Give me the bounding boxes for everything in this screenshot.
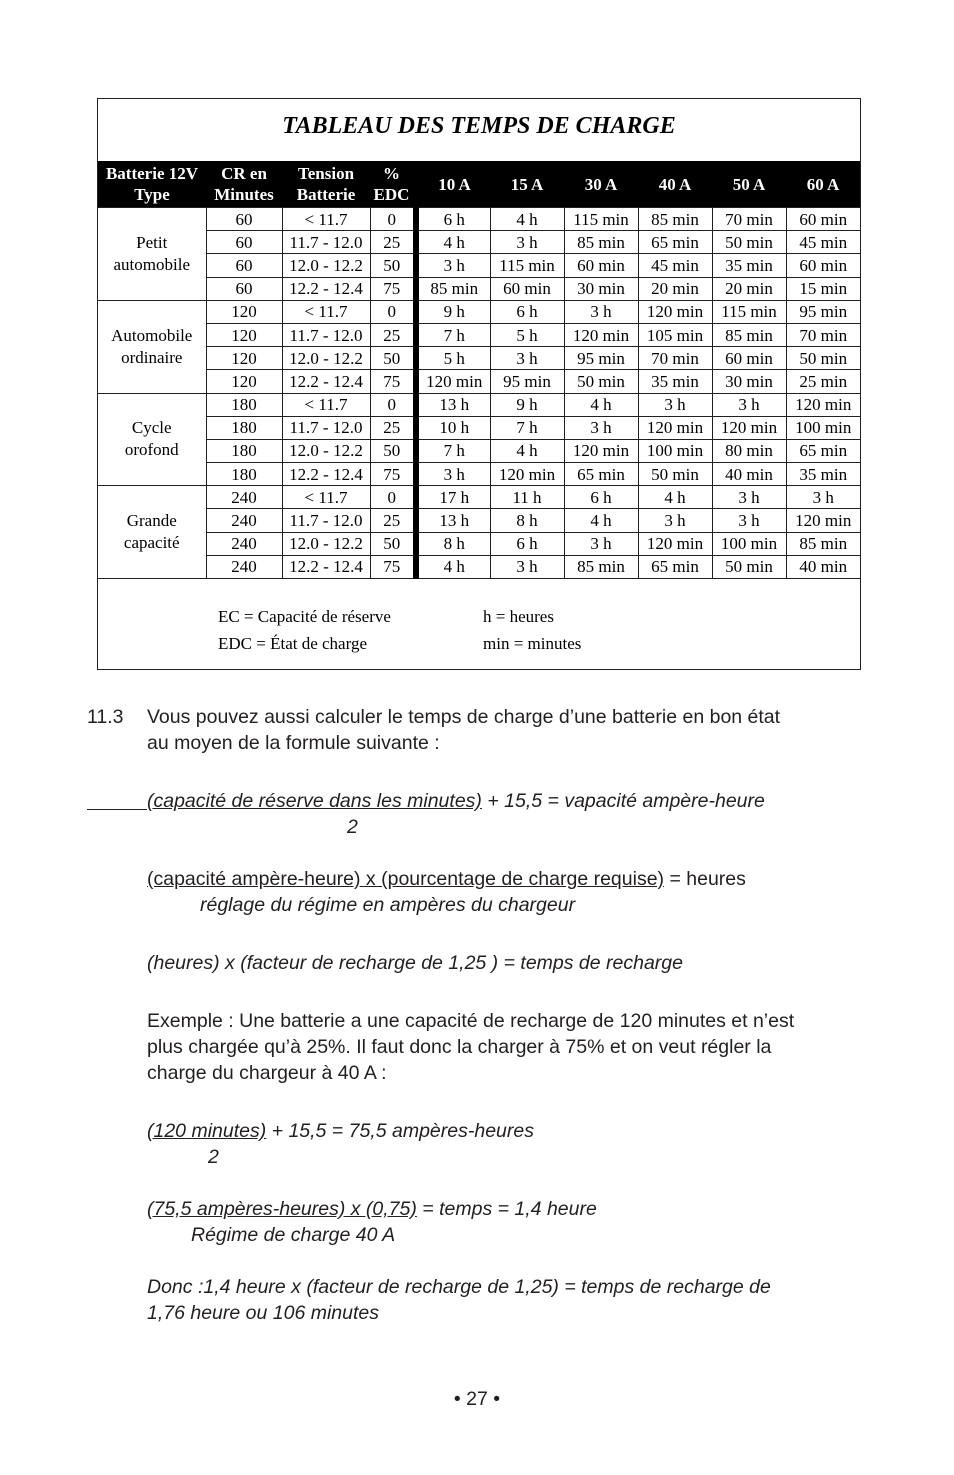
table-row (98, 347, 860, 370)
charge-time-cell: 95 min (786, 300, 860, 323)
charge-time-cell: 10 h (416, 416, 490, 439)
spec-cell: 240 (206, 509, 282, 532)
spec-cell: 50 (370, 532, 416, 555)
legend-ec: EC = Capacité de réserve (218, 607, 391, 626)
spec-cell: 240 (206, 532, 282, 555)
header-edc: % EDC (370, 161, 416, 208)
table-row (98, 509, 860, 532)
spec-cell: 25 (370, 323, 416, 346)
charge-time-cell: 4 h (490, 439, 564, 462)
battery-type-cell (98, 300, 206, 393)
charge-time-cell: 40 min (712, 463, 786, 486)
formula-1-denominator: 2 (347, 816, 358, 838)
table-row (98, 439, 860, 462)
formula-2 (147, 868, 746, 891)
example-formula-2-denominator: Régime de charge 40 A (191, 1224, 396, 1246)
charge-time-cell: 3 h (564, 416, 638, 439)
spec-cell: 240 (206, 555, 282, 578)
spec-cell: 50 (370, 254, 416, 277)
charge-time-cell: 8 h (416, 532, 490, 555)
legend-edc: EDC = État de charge (218, 634, 367, 653)
header-current: 15 A (490, 161, 564, 208)
formula-1-numerator: (capacité de réserve dans les minutes) (147, 790, 482, 812)
spec-cell: 120 (206, 300, 282, 323)
charge-time-cell: 9 h (490, 393, 564, 416)
charge-time-cell: 3 h (712, 486, 786, 509)
charge-time-cell: 3 h (564, 300, 638, 323)
charge-time-cell: 120 min (564, 439, 638, 462)
charge-time-cell: 20 min (712, 277, 786, 300)
spec-cell: 60 (206, 231, 282, 254)
charge-time-cell: 120 min (786, 509, 860, 532)
charge-time-cell: 17 h (416, 486, 490, 509)
spec-cell: 12.0 - 12.2 (282, 347, 370, 370)
charge-time-cell: 25 min (786, 370, 860, 393)
spec-cell: 180 (206, 463, 282, 486)
charge-time-cell: 65 min (638, 231, 712, 254)
charge-time-cell: 6 h (490, 532, 564, 555)
charge-time-cell: 3 h (490, 555, 564, 578)
header-current: 50 A (712, 161, 786, 208)
table-title: TABLEAU DES TEMPS DE CHARGE (282, 113, 676, 139)
example-formula-1-denominator: 2 (208, 1146, 219, 1168)
battery-type-line: orofond (124, 440, 179, 460)
example-formula-2-rest: = temps = 1,4 heure (416, 1198, 597, 1220)
spec-cell: 60 (206, 208, 282, 231)
spec-cell: < 11.7 (282, 300, 370, 323)
battery-type-line: Cycle (131, 418, 172, 438)
battery-type-cell (98, 486, 206, 579)
header-current: 10 A (416, 161, 490, 208)
formula-3: (heures) x (facteur de recharge de 1,25 ) = temps de recharge (147, 952, 683, 974)
section-number: 11.3 (87, 706, 124, 728)
spec-cell: 12.2 - 12.4 (282, 463, 370, 486)
table-row (98, 393, 860, 416)
charge-time-cell: 65 min (786, 439, 860, 462)
charge-time-cell: 85 min (564, 555, 638, 578)
battery-type-line: ordinaire (121, 347, 183, 367)
spec-cell: 12.0 - 12.2 (282, 532, 370, 555)
battery-type-line: Grande (126, 511, 177, 531)
table-row (98, 231, 860, 254)
formula-1-rest: + 15,5 = vapacité ampère-heure (481, 790, 765, 812)
battery-type-cell (98, 393, 206, 486)
charge-time-cell: 4 h (416, 231, 490, 254)
charge-time-cell: 3 h (564, 532, 638, 555)
table-row (98, 300, 860, 323)
intro-line-1: Vous pouvez aussi calculer le temps de charge d’une batterie en bon état (147, 706, 781, 728)
charge-time-cell: 3 h (712, 509, 786, 532)
charge-time-cell: 3 h (416, 463, 490, 486)
charge-time-cell: 70 min (786, 323, 860, 346)
charge-time-cell: 120 min (416, 370, 490, 393)
charge-time-table-box (97, 98, 861, 670)
charge-time-cell: 80 min (712, 439, 786, 462)
charge-time-cell: 4 h (416, 555, 490, 578)
charge-time-cell: 105 min (638, 323, 712, 346)
page-number: • 27 • (453, 1388, 501, 1410)
header-current: 60 A (786, 161, 860, 208)
spec-cell: 12.0 - 12.2 (282, 254, 370, 277)
charge-time-cell: 100 min (712, 532, 786, 555)
spec-cell: 11.7 - 12.0 (282, 231, 370, 254)
charge-time-cell: 4 h (638, 486, 712, 509)
charge-time-cell: 3 h (490, 231, 564, 254)
charge-time-table (98, 161, 860, 579)
spec-cell: 0 (370, 486, 416, 509)
charge-time-cell: 60 min (712, 347, 786, 370)
charge-time-cell: 60 min (786, 208, 860, 231)
charge-time-cell: 20 min (638, 277, 712, 300)
spec-cell: 120 (206, 347, 282, 370)
conclusion-line-2: 1,76 heure ou 106 minutes (147, 1302, 380, 1324)
table-header-row (98, 161, 860, 208)
table-row (98, 486, 860, 509)
spec-cell: 60 (206, 254, 282, 277)
battery-type-cell (98, 208, 206, 301)
intro-line-2: au moyen de la formule suivante : (147, 732, 440, 754)
charge-time-cell: 120 min (638, 300, 712, 323)
charge-time-cell: 100 min (786, 416, 860, 439)
spec-cell: 120 (206, 370, 282, 393)
charge-time-cell: 40 min (786, 555, 860, 578)
charge-time-cell: 13 h (416, 393, 490, 416)
example-line-1: Exemple : Une batterie a une capacité de recharge de 120 minutes et n’est (147, 1010, 795, 1032)
charge-time-cell: 60 min (564, 254, 638, 277)
spec-cell: 12.2 - 12.4 (282, 555, 370, 578)
charge-time-cell: 3 h (712, 393, 786, 416)
spec-cell: < 11.7 (282, 208, 370, 231)
table-row (98, 254, 860, 277)
example-formula-2 (147, 1198, 597, 1221)
charge-time-cell: 9 h (416, 300, 490, 323)
charge-time-cell: 6 h (490, 300, 564, 323)
header-tension: Tension Batterie (282, 161, 370, 208)
battery-type-line: capacité (123, 533, 180, 553)
battery-type-line: Automobile (111, 325, 193, 345)
legend-min: min = minutes (483, 634, 582, 653)
spec-cell: 75 (370, 555, 416, 578)
charge-time-cell: 11 h (490, 486, 564, 509)
table-row (98, 208, 860, 231)
charge-time-cell: 4 h (564, 393, 638, 416)
table-row (98, 555, 860, 578)
spec-cell: 11.7 - 12.0 (282, 323, 370, 346)
spec-cell: 25 (370, 416, 416, 439)
charge-time-cell: 15 min (786, 277, 860, 300)
charge-time-cell: 115 min (564, 208, 638, 231)
spec-cell: 180 (206, 416, 282, 439)
charge-time-cell: 70 min (638, 347, 712, 370)
charge-time-cell: 120 min (712, 416, 786, 439)
charge-time-cell: 120 min (786, 393, 860, 416)
spec-cell: 120 (206, 323, 282, 346)
spec-cell: 12.0 - 12.2 (282, 439, 370, 462)
charge-time-cell: 85 min (638, 208, 712, 231)
formula-1 (147, 790, 765, 813)
charge-time-cell: 8 h (490, 509, 564, 532)
charge-time-cell: 85 min (564, 231, 638, 254)
charge-time-cell: 100 min (638, 439, 712, 462)
example-formula-1 (147, 1120, 534, 1143)
charge-time-cell: 4 h (564, 509, 638, 532)
charge-time-cell: 120 min (490, 463, 564, 486)
charge-time-cell: 3 h (638, 393, 712, 416)
charge-time-cell: 5 h (416, 347, 490, 370)
table-row (98, 370, 860, 393)
underline-lead (87, 809, 147, 810)
charge-time-cell: 95 min (490, 370, 564, 393)
charge-time-cell: 65 min (564, 463, 638, 486)
spec-cell: < 11.7 (282, 486, 370, 509)
charge-time-cell: 45 min (638, 254, 712, 277)
charge-time-cell: 50 min (564, 370, 638, 393)
example-formula-1-rest: + 15,5 = 75,5 ampères-heures (266, 1120, 534, 1142)
charge-time-cell: 35 min (786, 463, 860, 486)
formula-2-rest: = heures (664, 868, 746, 890)
battery-type-line: Petit (136, 232, 168, 252)
charge-time-cell: 35 min (638, 370, 712, 393)
spec-cell: < 11.7 (282, 393, 370, 416)
charge-time-cell: 7 h (490, 416, 564, 439)
charge-time-cell: 3 h (490, 347, 564, 370)
charge-time-cell: 85 min (416, 277, 490, 300)
charge-time-cell: 120 min (638, 416, 712, 439)
charge-time-cell: 6 h (416, 208, 490, 231)
charge-time-cell: 45 min (786, 231, 860, 254)
charge-time-cell: 4 h (490, 208, 564, 231)
formula-2-denominator: réglage du régime en ampères du chargeur (200, 894, 576, 916)
charge-time-cell: 35 min (712, 254, 786, 277)
charge-time-cell: 5 h (490, 323, 564, 346)
example-formula-2-numerator: (75,5 ampères-heures) x (0,75) (147, 1198, 417, 1220)
spec-cell: 11.7 - 12.0 (282, 509, 370, 532)
spec-cell: 12.2 - 12.4 (282, 370, 370, 393)
spec-cell: 50 (370, 439, 416, 462)
conclusion-line-1: Donc :1,4 heure x (facteur de recharge de 1,25) = temps de recharge de (147, 1276, 771, 1298)
charge-time-cell: 115 min (712, 300, 786, 323)
charge-time-cell: 13 h (416, 509, 490, 532)
spec-cell: 180 (206, 439, 282, 462)
charge-time-cell: 65 min (638, 555, 712, 578)
spec-cell: 0 (370, 208, 416, 231)
charge-time-cell: 95 min (564, 347, 638, 370)
formula-2-numerator: (capacité ampère-heure) x (pourcentage de charge requise) (147, 868, 665, 890)
charge-time-cell: 50 min (786, 347, 860, 370)
table-row (98, 463, 860, 486)
spec-cell: 75 (370, 463, 416, 486)
charge-time-cell: 7 h (416, 323, 490, 346)
charge-time-cell: 50 min (712, 231, 786, 254)
table-row (98, 416, 860, 439)
charge-time-cell: 30 min (712, 370, 786, 393)
spec-cell: 25 (370, 509, 416, 532)
battery-type-line: automobile (113, 254, 190, 274)
charge-time-cell: 85 min (786, 532, 860, 555)
spec-cell: 0 (370, 300, 416, 323)
charge-time-cell: 60 min (786, 254, 860, 277)
spec-cell: 240 (206, 486, 282, 509)
spec-cell: 180 (206, 393, 282, 416)
spec-cell: 11.7 - 12.0 (282, 416, 370, 439)
header-current: 40 A (638, 161, 712, 208)
charge-time-cell: 50 min (712, 555, 786, 578)
spec-cell: 25 (370, 231, 416, 254)
charge-time-cell: 60 min (490, 277, 564, 300)
charge-time-cell: 6 h (564, 486, 638, 509)
example-line-3: charge du chargeur à 40 A : (147, 1062, 387, 1084)
example-formula-1-numerator: (120 minutes) (147, 1120, 267, 1142)
charge-time-cell: 120 min (564, 323, 638, 346)
spec-cell: 75 (370, 370, 416, 393)
spec-cell: 50 (370, 347, 416, 370)
header-type: Batterie 12V Type (98, 161, 206, 208)
table-row (98, 532, 860, 555)
charge-time-cell: 70 min (712, 208, 786, 231)
spec-cell: 12.2 - 12.4 (282, 277, 370, 300)
charge-time-cell: 7 h (416, 439, 490, 462)
charge-time-cell: 50 min (638, 463, 712, 486)
spec-cell: 60 (206, 277, 282, 300)
spec-cell: 0 (370, 393, 416, 416)
spec-cell: 75 (370, 277, 416, 300)
header-current: 30 A (564, 161, 638, 208)
charge-time-cell: 120 min (638, 532, 712, 555)
charge-time-cell: 115 min (490, 254, 564, 277)
legend-h: h = heures (483, 607, 554, 626)
table-row (98, 277, 860, 300)
header-cr: CR en Minutes (206, 161, 282, 208)
table-row (98, 323, 860, 346)
charge-time-cell: 30 min (564, 277, 638, 300)
example-line-2: plus chargée qu’à 25%. Il faut donc la charger à 75% et on veut régler la (147, 1036, 772, 1058)
charge-time-cell: 3 h (416, 254, 490, 277)
charge-time-cell: 3 h (786, 486, 860, 509)
charge-time-cell: 85 min (712, 323, 786, 346)
charge-time-cell: 3 h (638, 509, 712, 532)
